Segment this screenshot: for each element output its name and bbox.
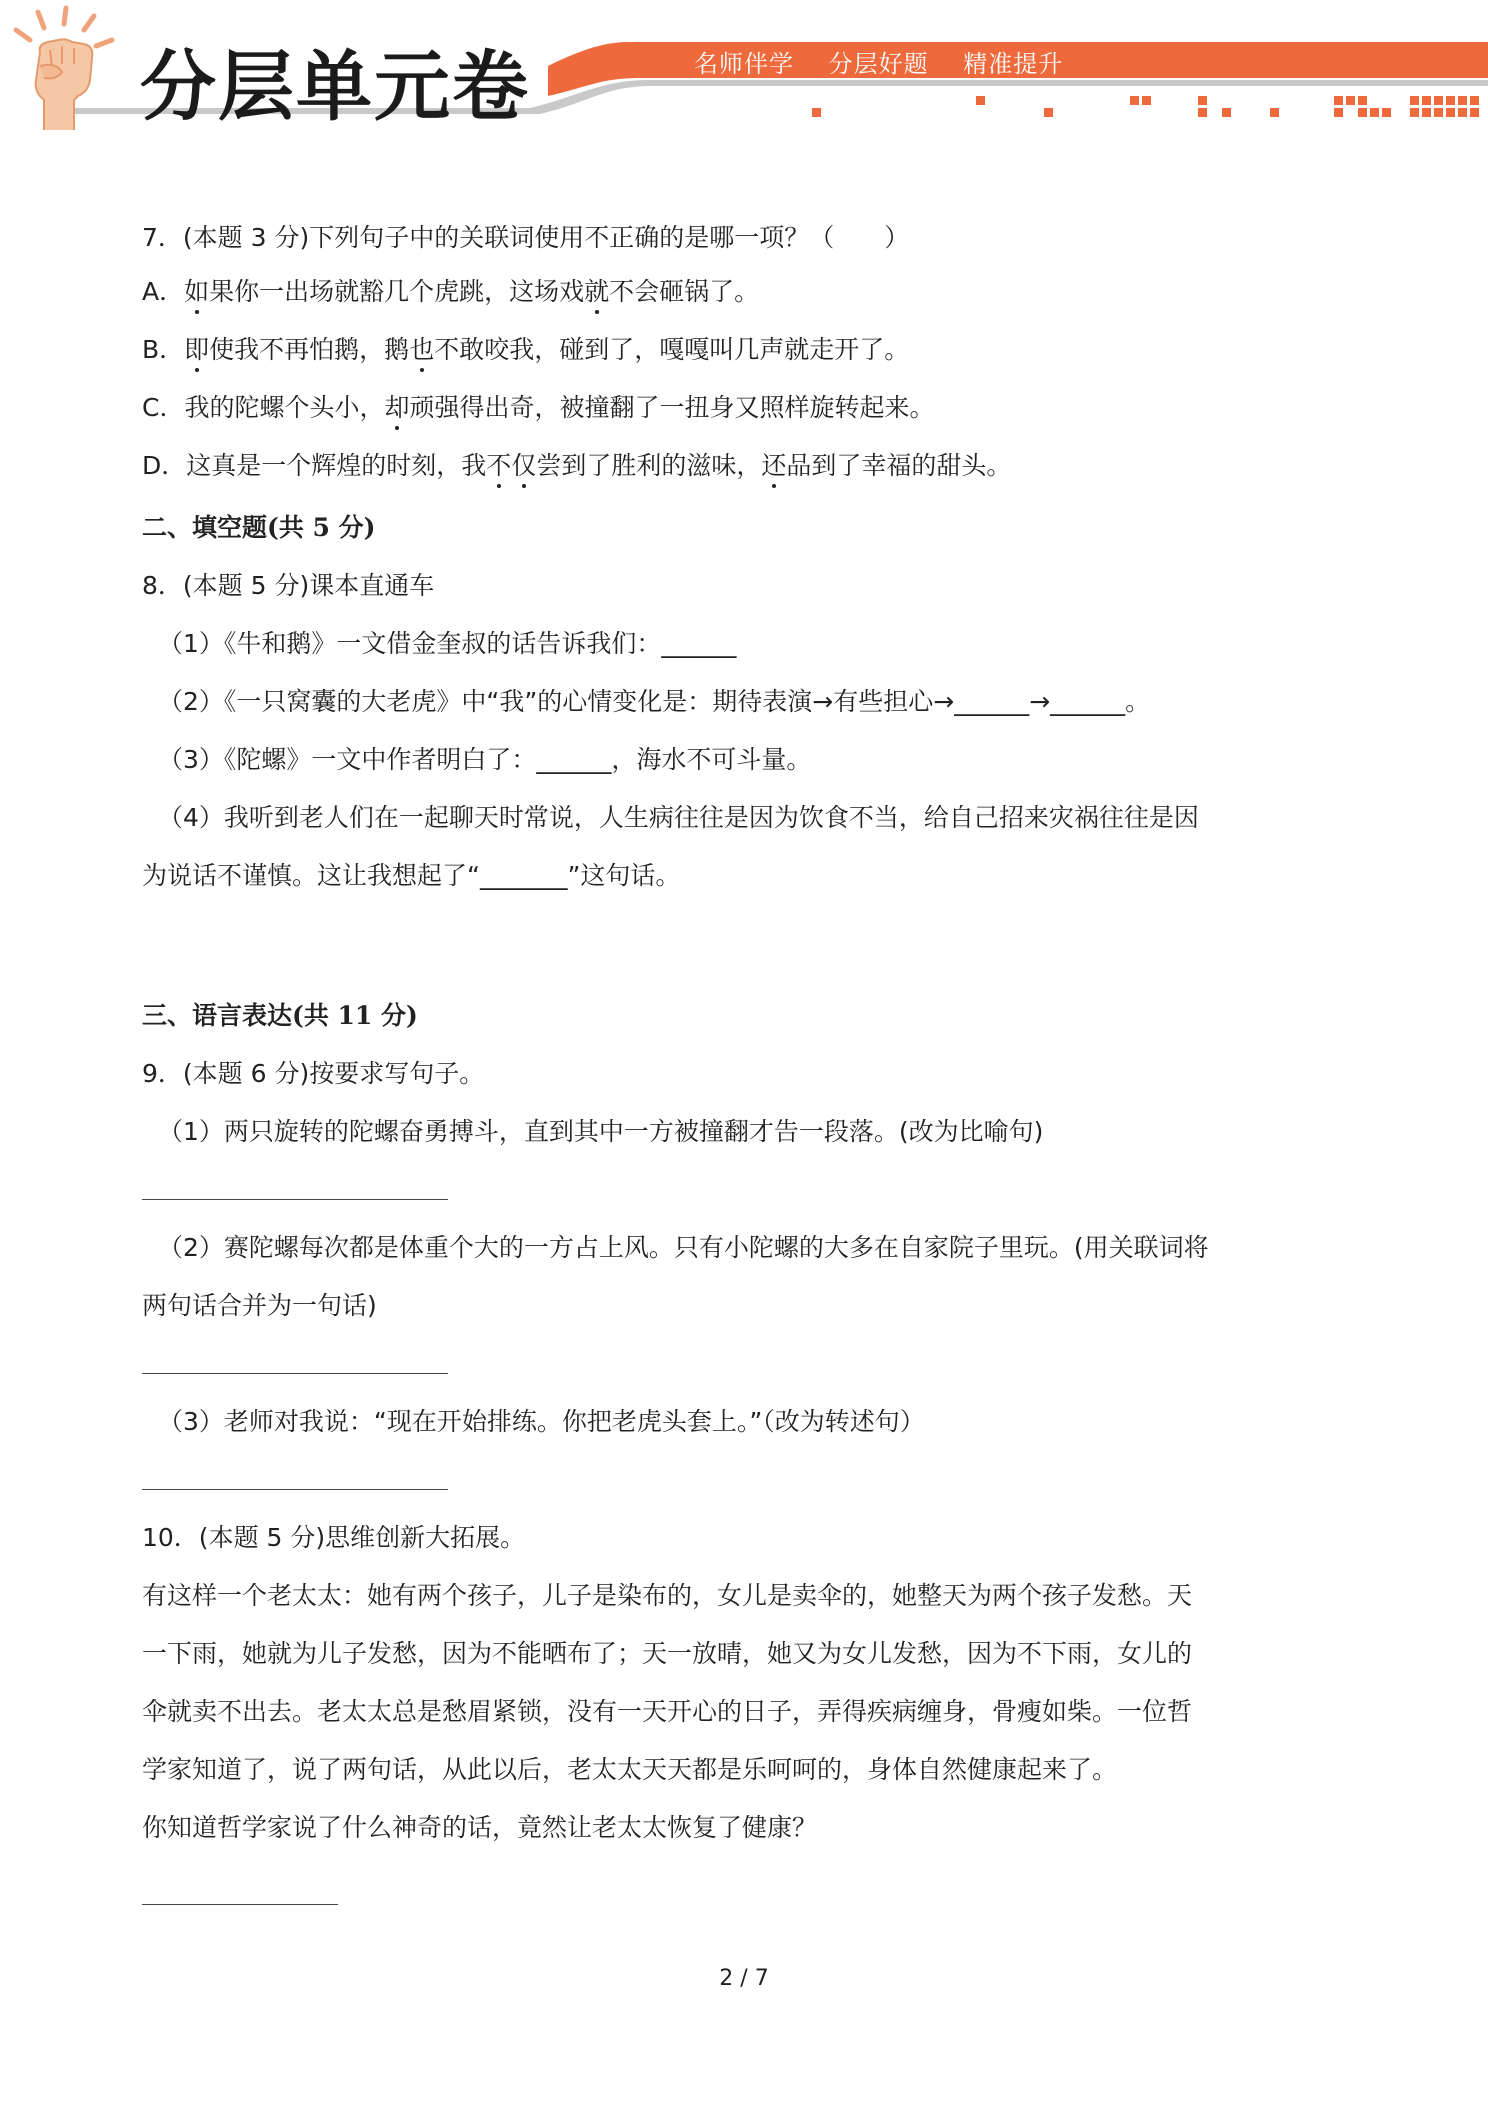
option-text: 不敢咬我，碰到了，嘎嘎叫几声就走开了。 <box>434 335 910 364</box>
emphasis-char: 却 <box>384 393 410 422</box>
page-number: 2 / 7 <box>719 1966 769 1991</box>
emphasis-char: 即 <box>184 335 210 364</box>
q10-paragraph-line-3: 伞就卖不出去。老太太总是愁眉紧锁，没有一天开心的日子，弄得疾病缠身，骨瘦如柴。一位哲 <box>142 1697 1193 1726</box>
option-prefix: D． <box>142 451 187 480</box>
option-prefix: C． <box>142 393 185 422</box>
option-text: 我的陀螺个头小， <box>184 393 385 422</box>
q7-option-b <box>142 334 909 366</box>
answer-line[interactable] <box>142 1373 448 1374</box>
slogan-1: 名师伴学 <box>694 50 794 78</box>
answer-line[interactable] <box>142 1489 448 1490</box>
header-banner <box>0 0 1488 130</box>
q9-item-2: （2）赛陀螺每次都是体重个大的一方占上风。只有小陀螺的大多在自家院子里玩。(用关联词将 <box>158 1233 1209 1262</box>
option-text: 品到了幸福的甜头。 <box>786 451 1012 480</box>
slogan-2: 分层好题 <box>828 50 929 78</box>
q10-question: 你知道哲学家说了什么神奇的话，竟然让老太太恢复了健康？ <box>142 1813 818 1842</box>
option-text: 这真是一个辉煌的时刻，我 <box>186 451 487 480</box>
emphasis-char: 仅 <box>511 451 537 480</box>
q7-stem: 7．(本题 3 分)下列句子中的关联词使用不正确的是哪一项？（ ） <box>142 223 910 252</box>
option-prefix: A． <box>142 277 185 306</box>
q8-item-1: （1）《牛和鹅》一文借金奎叔的话告诉我们：______ <box>158 629 737 658</box>
q8-item-3: （3）《陀螺》一文中作者明白了：______，海水不可斗量。 <box>158 745 812 774</box>
option-text: 不会砸锅了。 <box>609 277 760 306</box>
slogan-3: 精准提升 <box>963 50 1064 78</box>
q10-paragraph-line-2: 一下雨，她就为儿子发愁，因为不能晒布了；天一放晴，她又为女儿发愁，因为不下雨，女儿的 <box>142 1639 1193 1668</box>
q8-item-4-cont: 为说话不谨慎。这让我想起了“_______”这句话。 <box>142 861 681 890</box>
q9-item-1: （1）两只旋转的陀螺奋勇搏斗，直到其中一方被撞翻才告一段落。(改为比喻句) <box>158 1117 1044 1146</box>
option-text: 尝到了胜利的滋味， <box>536 451 762 480</box>
q9-item-2-cont: 两句话合并为一句话) <box>142 1291 377 1320</box>
q10-paragraph-line-4: 学家知道了，说了两句话，从此以后，老太太天天都是乐呵呵的，身体自然健康起来了。 <box>142 1755 1118 1784</box>
q9-item-3: （3）老师对我说：“现在开始排练。你把老虎头套上。”（改为转述句） <box>158 1407 925 1436</box>
emphasis-char: 如 <box>184 277 210 306</box>
q9-stem: 9．(本题 6 分)按要求写句子。 <box>142 1059 485 1088</box>
emphasis-char: 就 <box>584 277 610 306</box>
q8-item-4: （4）我听到老人们在一起聊天时常说，人生病往往是因为饮食不当，给自己招来灾祸往往是因 <box>158 803 1199 832</box>
emphasis-char: 不 <box>486 451 512 480</box>
q7-option-d <box>142 450 1011 482</box>
q7-option-c <box>142 392 935 424</box>
answer-line[interactable] <box>142 1199 448 1200</box>
q7-option-a <box>142 276 759 308</box>
q10-stem: 10．(本题 5 分)思维创新大拓展。 <box>142 1523 526 1552</box>
section-3-heading: 三、语言表达(共 11 分) <box>142 1001 418 1030</box>
q8-stem: 8．(本题 5 分)课本直通车 <box>142 571 435 600</box>
section-2-heading: 二、填空题(共 5 分) <box>142 513 376 542</box>
option-text: 果你一出场就豁几个虎跳，这场戏 <box>209 277 585 306</box>
brand-title: 分层单元卷 <box>140 42 530 131</box>
option-text: 使我不再怕鹅，鹅 <box>209 335 410 364</box>
emphasis-char: 还 <box>761 451 787 480</box>
emphasis-char: 也 <box>409 335 435 364</box>
answer-line[interactable] <box>142 1904 338 1905</box>
q10-paragraph-line-1: 有这样一个老太太：她有两个孩子，儿子是染布的，女儿是卖伞的，她整天为两个孩子发愁。天 <box>142 1581 1193 1610</box>
q8-item-2: （2）《一只窝囊的大老虎》中“我”的心情变化是：期待表演→有些担心→______→______。 <box>158 687 1151 716</box>
slogan-bar <box>694 44 1089 79</box>
option-text: 顽强得出奇，被撞翻了一扭身又照样旋转起来。 <box>409 393 935 422</box>
option-prefix: B． <box>142 335 185 364</box>
